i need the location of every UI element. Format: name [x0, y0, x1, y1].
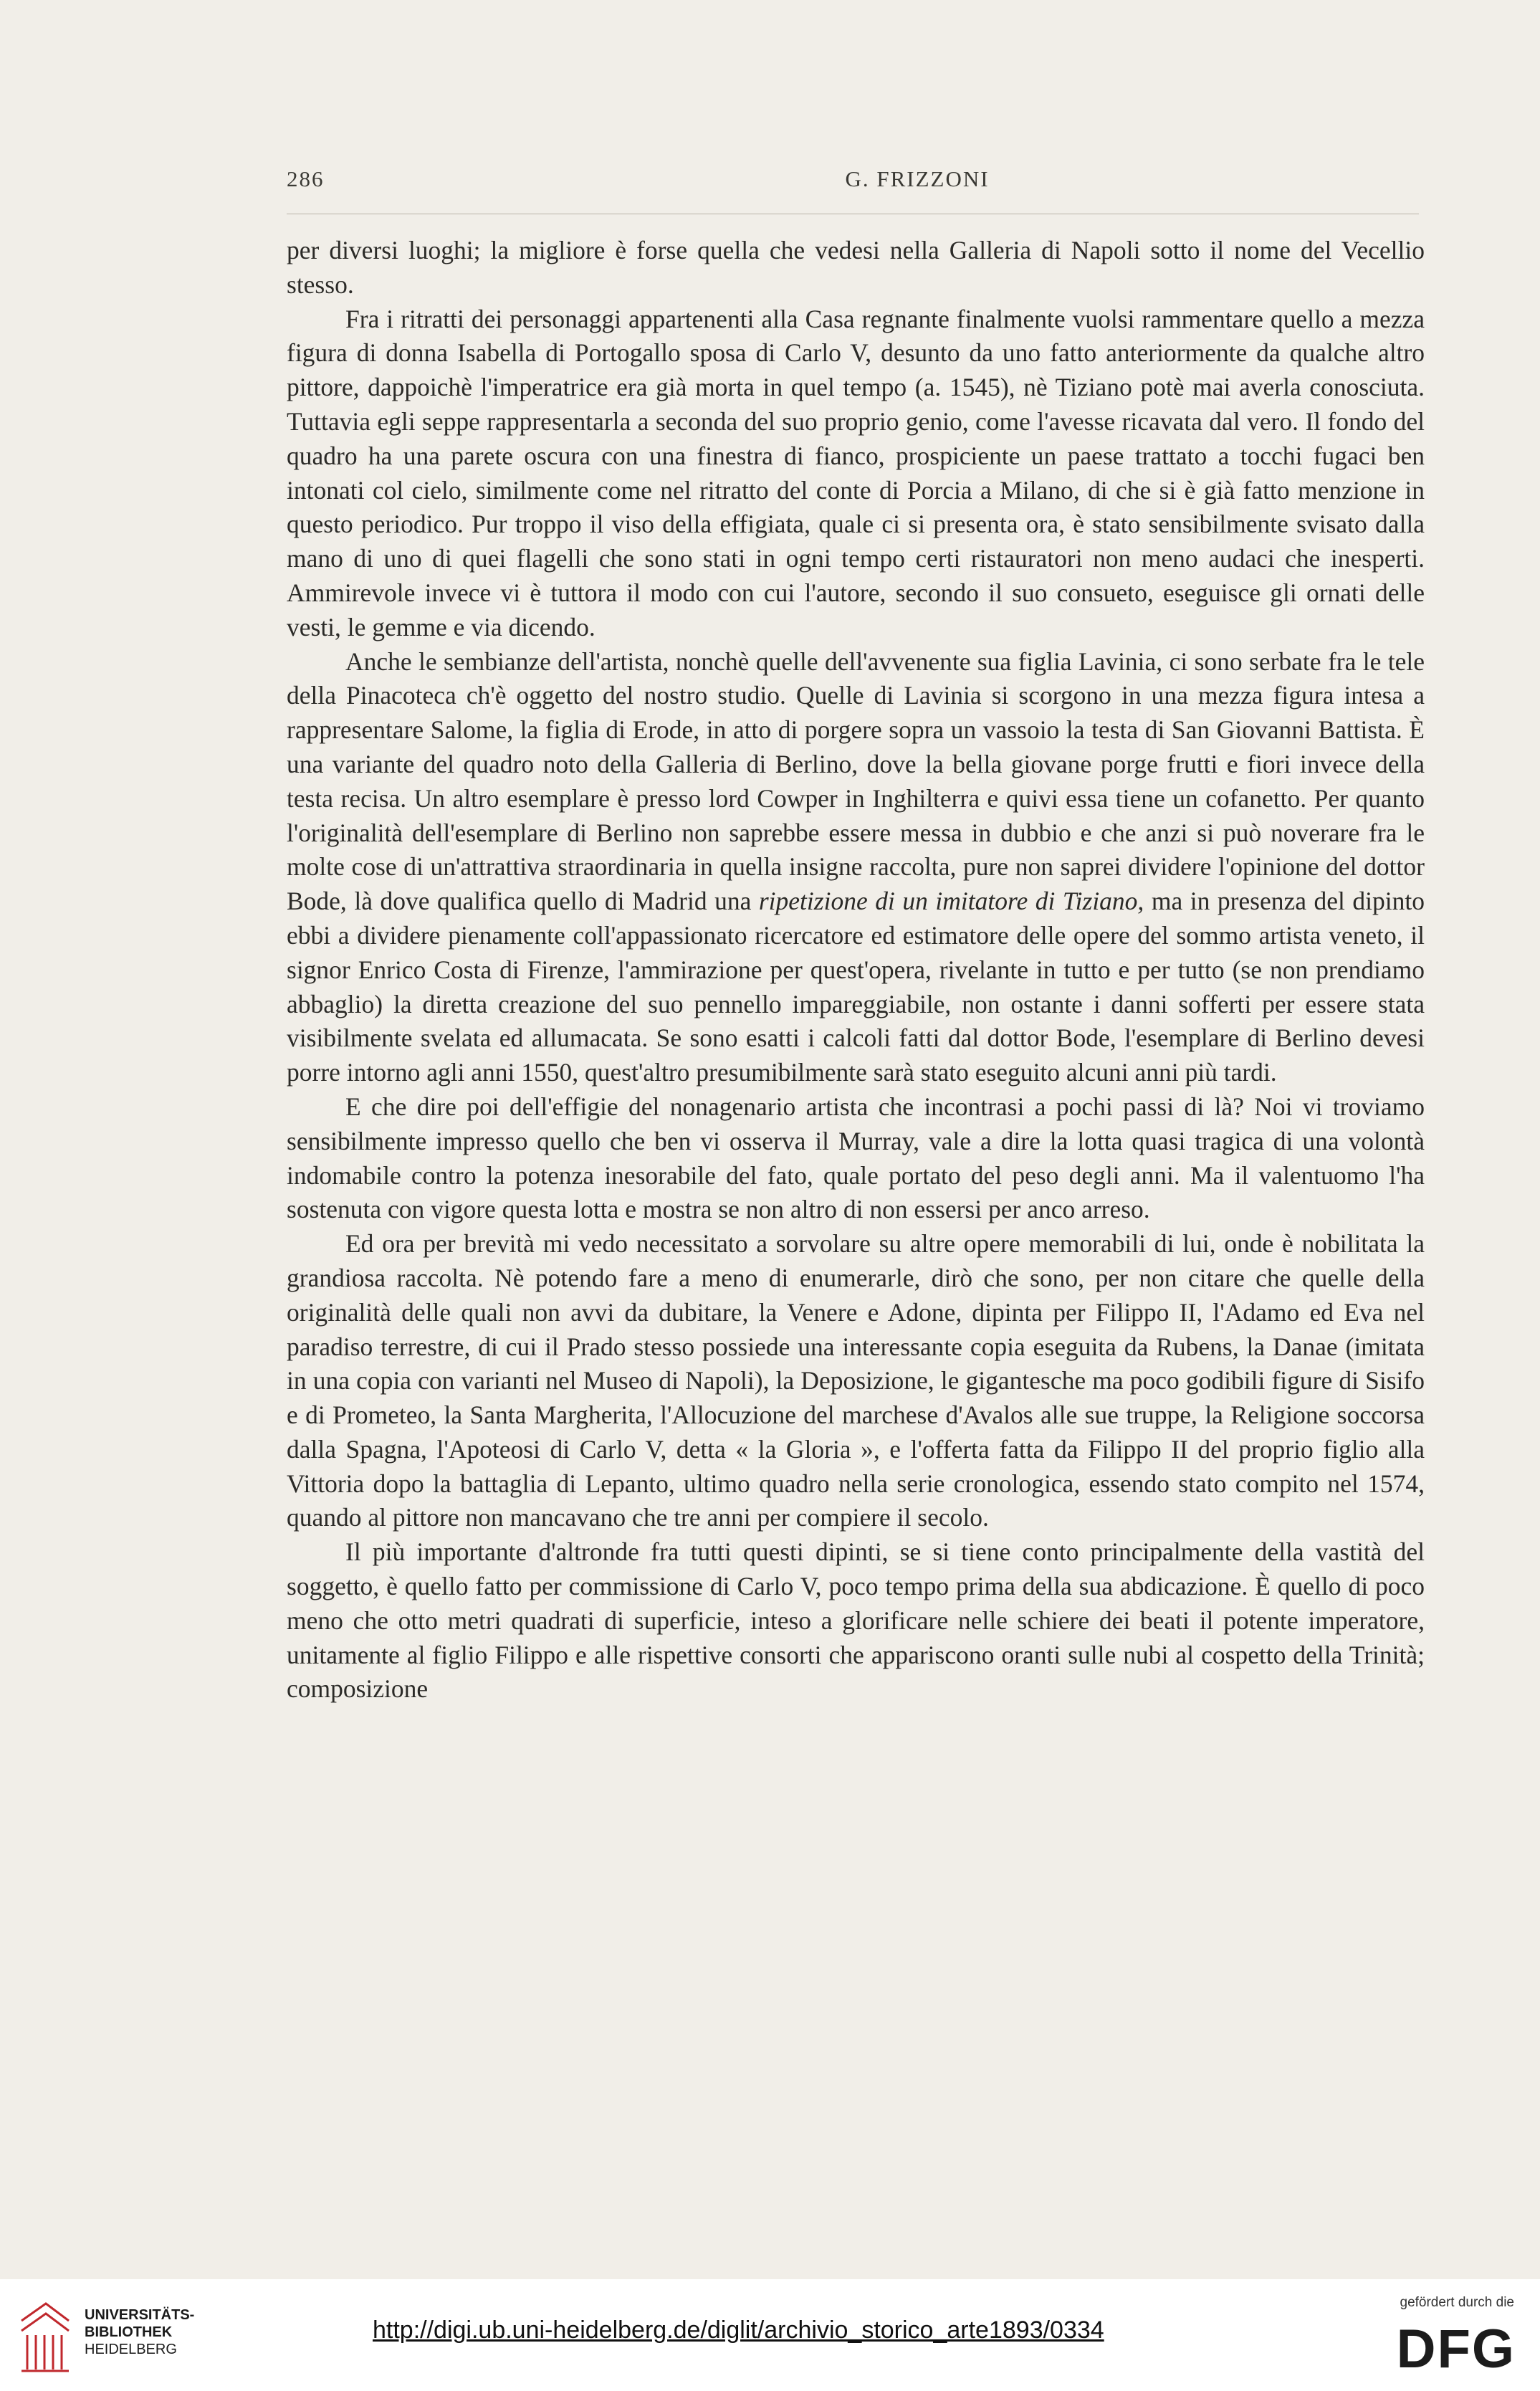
- paragraph-4: E che dire poi dell'effigie del nonagenario artista che incontrasi a pochi passi di là? Noi vi troviamo sensibilmente impresso quello che ben vi osserva il Murray, vale a dire la lotta quasi tragica di una volontà indomabile contro la potenza inesorabile del fato, quale portato del peso degli anni. Ma il valentuomo l'ha sostenuta con vigore questa lotta e mostra se non altro di non essersi per anco arreso.: [287, 1092, 1425, 1224]
- library-name-line-2: BIBLIOTHEK: [85, 2324, 173, 2340]
- paragraph-3-italic-phrase: ripetizione di un imitatore di Tiziano,: [758, 887, 1144, 916]
- funding-label: gefördert durch die: [1400, 2295, 1514, 2310]
- paragraph-3-text-before: Anche le sembianze dell'artista, nonchè quelle dell'avvenente sua figlia Lavinia, ci sono serbate fra le tele della Pinacoteca ch'è oggetto del nostro studio. Quelle di Lavinia si scorgono in una mezza figura intesa a rappresentare Salome, la figlia di Erode, in atto di porgere sopra un vassoio la testa di San Giovanni Battista. È una variante del quadro noto della Galleria di Berlino, dove la bella giovane porge frutti e fiori invece della testa recisa. Un altro esemplare è presso lord Cowper in Inghilterra e quivi essa tiene un cofanetto. Per quanto l'originalità dell'esemplare di Berlino non saprebbe essere messa in dubbio e che anzi si può noverare fra le molte cose di un'attrattiva straordinaria in quella insigne raccolta, pure non saprei dividere l'opinione del dottor Bode, là dove qualifica quello di Madrid una: [287, 646, 1425, 916]
- library-name: [85, 2306, 194, 2358]
- paragraph-6: Il più importante d'altronde fra tutti questi dipinti, se si tiene conto principalmente della vastità del soggetto, è quello fatto per commissione di Carlo V, poco tempo prima della sua abdicazione. È quello di poco meno che otto metri quadrati di superficie, inteso a glorificare nelle schiere dei beati il potente imperatore, unitamente al figlio Filippo e alle rispettive consorti che appariscono oranti sulle nubi al cospetto della Trinità; composizione: [287, 1537, 1425, 1704]
- paragraph-3: [287, 645, 1425, 1090]
- paragraph-1: per diversi luoghi; la migliore è forse quella che vedesi nella Galleria di Napoli sotto il nome del Vecellio stesso.: [287, 236, 1425, 299]
- running-title: G. FRIZZONI: [845, 166, 990, 191]
- ub-heidelberg-logo-icon: [17, 2299, 73, 2374]
- library-name-line-3: HEIDELBERG: [85, 2342, 177, 2357]
- permalink-url[interactable]: http://digi.ub.uni-heidelberg.de/diglit/archivio_storico_arte1893/0334: [373, 2316, 1104, 2344]
- paragraph-5: Ed ora per brevità mi vedo necessitato a sorvolare su altre opere memorabili di lui, onde è nobilitata la grandiosa raccolta. Nè potendo fare a meno di enumerarle, dirò che sono, per non citare che quelle della originalità delle quali non avvi da dubitare, la Venere e Adone, dipinta per Filippo II, l'Adamo ed Eva nel paradiso terrestre, di cui il Prado stesso possiede una interessante copia eseguita da Rubens, la Danae (imitata in una copia con varianti nel Museo di Napoli), la Deposizione, le gigantesche ma poco godibili figure di Sisifo e di Prometeo, la Santa Margherita, l'Allocuzione del marchese d'Avalos alle sue truppe, la Religione soccorsa dalla Spagna, l'Apoteosi di Carlo V, detta « la Gloria », e l'offerta fatta da Filippo II del proprio figlio alla Vittoria dopo la battaglia di Lepanto, ultimo quadro nella serie cronologica, essendo stato compito nel 1574, quando al pittore non mancavano che tre anni per compiere il secolo.: [287, 1229, 1425, 1532]
- library-name-line-1: UNIVERSITÄTS-: [85, 2307, 195, 2323]
- dfg-logo: DFG: [1396, 2319, 1516, 2380]
- paragraph-2: Fra i ritratti dei personaggi appartenenti alla Casa regnante finalmente vuolsi rammentare quello a mezza figura di donna Isabella di Portogallo sposa di Carlo V, desunto da uno fatto anteriormente da qualche altro pittore, dappoichè l'imperatrice era già morta in quel tempo (a. 1545), nè Tiziano potè mai averla conosciuta. Tuttavia egli seppe rappresentarla a seconda del suo proprio genio, come l'avesse ricavata dal vero. Il fondo del quadro ha una parete oscura con una finestra di fianco, prospiciente un paese trattato a tocchi fugaci ben intonati col cielo, similmente come nel ritratto del conte di Porcia a Milano, di che si è già fatto menzione in questo periodico. Pur troppo il viso della effigiata, quale ci si presenta ora, è stato sensibilmente svisato dalla mano di uno di quei flagelli che sono stati in ogni tempo certi ristauratori non meno audaci che inesperti. Ammirevole invece vi è tuttora il modo con cui l'autore, secondo il suo consueto, eseguisce gli ornati delle vesti, le gemme e via dicendo.: [287, 304, 1425, 641]
- paragraph-3-text-after: ma in presenza del dipinto ebbi a dividere pienamente coll'appassionato ricercatore ed estimatore delle opere del sommo artista veneto, il signor Enrico Costa di Firenze, l'ammirazione per quest'opera, rivelante in tutto e per tutto (se non prendiamo abbaglio) la diretta creazione del suo pennello impareggiabile, non ostante i danni sofferti per essere stata visibilmente svelata ed allumacata. Se sono esatti i calcoli fatti dal dottor Bode, l'esemplare di Berlino devesi porre intorno agli anni 1550, quest'altro presumibilmente sarà stato eseguito alcuni anni più tardi.: [287, 887, 1425, 1087]
- body-text: [287, 234, 1425, 1707]
- running-head: [287, 166, 1419, 209]
- digitization-footer: [0, 2279, 1540, 2391]
- page-number: 286: [287, 166, 325, 191]
